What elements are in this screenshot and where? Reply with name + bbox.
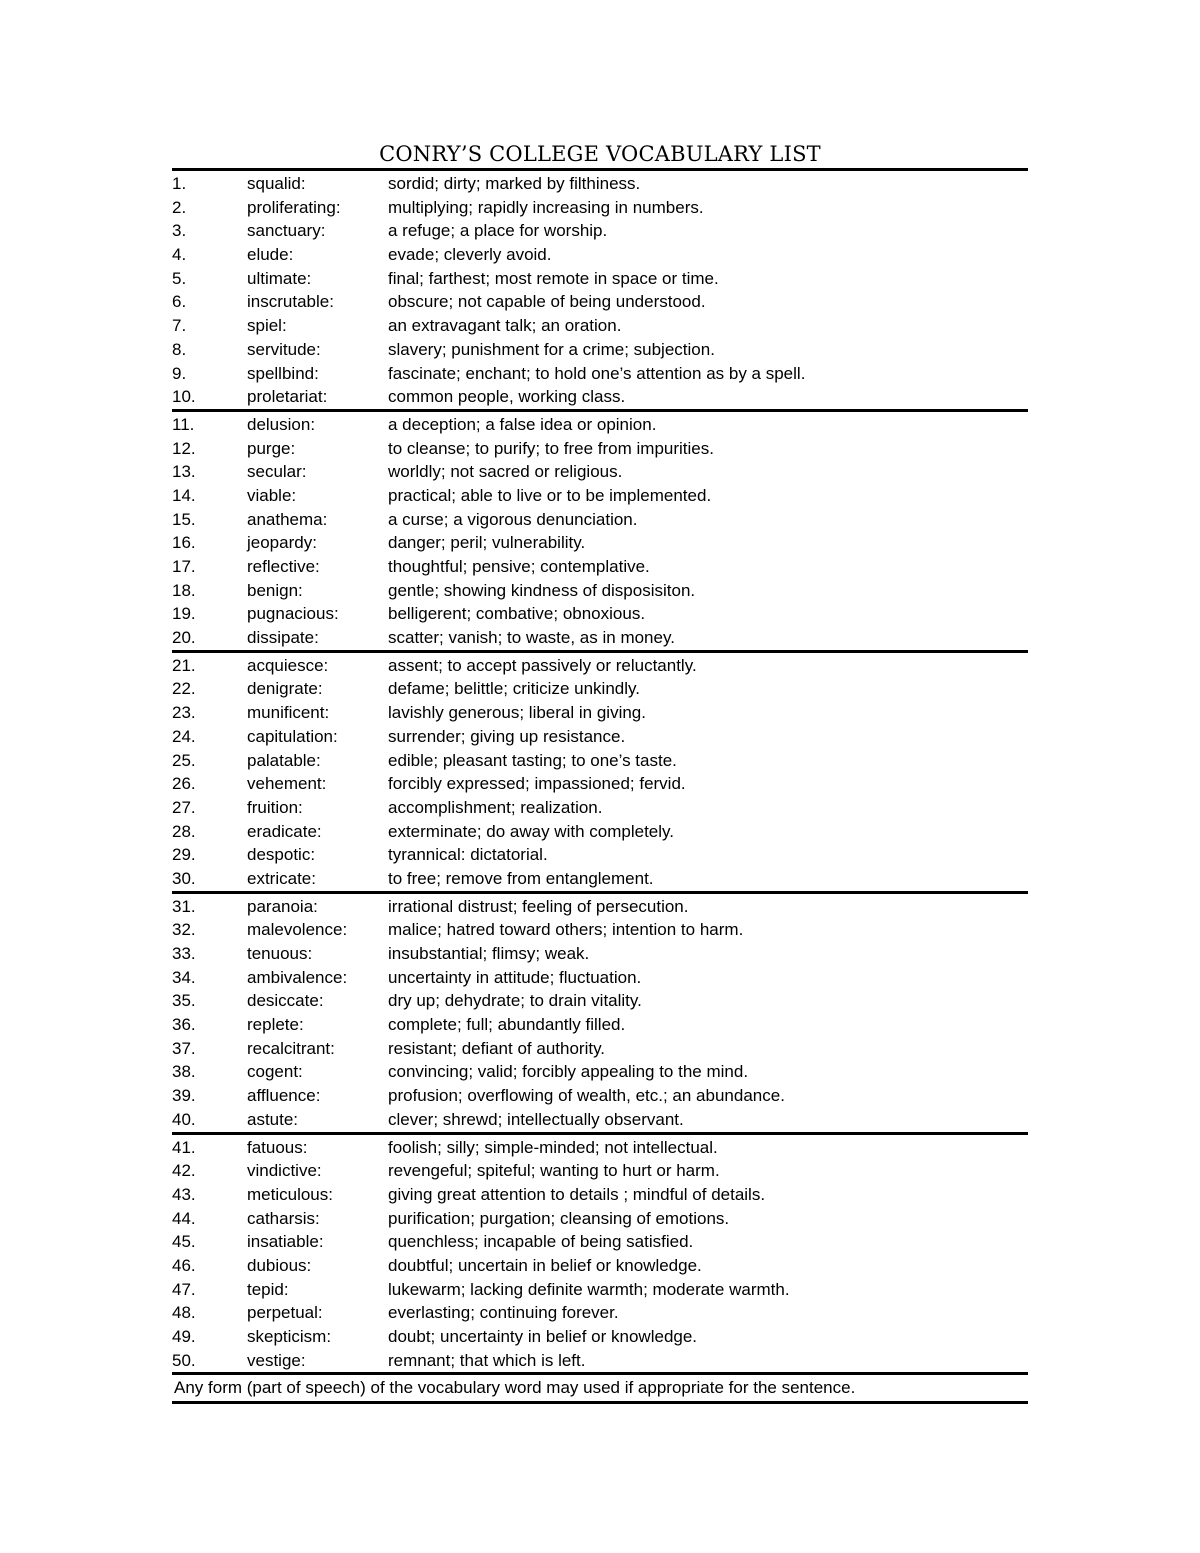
vocabulary-row [172,1301,1028,1325]
vocabulary-word: pugnacious: [247,604,339,624]
vocabulary-row [172,1108,1028,1132]
word-definition: worldly; not sacred or religious. [388,462,623,482]
vocabulary-row [172,219,1028,243]
vocabulary-row [172,725,1028,749]
vocabulary-word: insatiable: [247,1232,324,1252]
entry-number: 37. [172,1038,196,1058]
entry-number: 48. [172,1303,196,1323]
word-definition: accomplishment; realization. [388,797,603,817]
vocabulary-group [172,1135,1028,1373]
vocabulary-word: vehement: [247,774,327,794]
vocabulary-word: ambivalence: [247,967,348,987]
word-definition: a refuge; a place for worship. [388,221,608,241]
vocabulary-word: malevolence: [247,920,348,940]
vocabulary-row [172,172,1028,196]
word-definition: to cleanse; to purify; to free from impurities. [388,438,714,458]
vocabulary-word: inscrutable: [247,292,334,312]
entry-number: 31. [172,896,196,916]
vocabulary-word: ultimate: [247,268,312,288]
entry-number: 23. [172,703,196,723]
entry-number: 14. [172,485,196,505]
vocabulary-word: tenuous: [247,944,313,963]
word-definition: revengeful; spiteful; wanting to hurt or harm. [388,1161,720,1181]
vocabulary-row [172,1325,1028,1349]
vocabulary-row [172,843,1028,867]
vocabulary-group [172,412,1028,650]
vocabulary-word: vestige: [247,1350,306,1370]
vocabulary-row [172,579,1028,603]
entry-number: 15. [172,509,196,529]
vocabulary-row [172,1207,1028,1231]
entry-number: 8. [172,339,187,359]
vocabulary-row [172,895,1028,919]
word-definition: gentle; showing kindness of disposisiton. [388,580,696,600]
entry-number: 10. [172,387,196,407]
word-definition: irrational distrust; feeling of persecution. [388,896,689,916]
vocabulary-row [172,338,1028,362]
entry-number: 9. [172,363,187,383]
vocabulary-row [172,654,1028,678]
vocabulary-word: cogent: [247,1062,303,1082]
entry-number: 16. [172,533,196,553]
entry-number: 46. [172,1255,196,1275]
entry-number: 41. [172,1137,196,1157]
word-definition: uncertainty in attitude; fluctuation. [388,967,642,987]
word-definition: resistant; defiant of authority. [388,1038,606,1058]
entry-number: 45. [172,1232,196,1252]
word-definition: edible; pleasant tasting; to one’s taste. [388,750,677,770]
footer-note: Any form (part of speech) of the vocabulary word may used if appropriate for the sentence. [174,1378,856,1398]
vocabulary-row [172,267,1028,291]
entry-number: 6. [172,292,187,312]
vocabulary-row [172,243,1028,267]
entry-number: 18. [172,580,196,600]
word-definition: complete; full; abundantly filled. [388,1015,626,1035]
word-definition: foolish; silly; simple-minded; not intellectual. [388,1137,718,1157]
vocabulary-word: affluence: [247,1086,321,1106]
word-definition: remnant; that which is left. [388,1350,586,1370]
entry-number: 3. [172,221,187,241]
entry-number: 21. [172,655,196,675]
vocabulary-word: meticulous: [247,1184,333,1204]
entry-number: 43. [172,1184,196,1204]
word-definition: multiplying; rapidly increasing in numbers. [388,197,704,217]
entry-number: 1. [172,174,187,193]
entry-number: 7. [172,316,187,336]
vocabulary-word: proliferating: [247,197,341,217]
word-definition: malice; hatred toward others; intention to harm. [388,920,744,940]
word-definition: a curse; a vigorous denunciation. [388,509,638,529]
entry-number: 49. [172,1327,196,1346]
word-definition: final; farthest; most remote in space or time. [388,268,719,288]
vocabulary-row [172,796,1028,820]
word-definition: doubtful; uncertain in belief or knowledge. [388,1255,702,1275]
vocabulary-word: anathema: [247,509,328,529]
vocabulary-word: munificent: [247,703,330,723]
vocabulary-word: paranoia: [247,896,318,916]
vocabulary-row [172,966,1028,990]
word-definition: common people, working class. [388,387,626,407]
vocabulary-row [172,385,1028,409]
word-definition: an extravagant talk; an oration. [388,316,622,336]
vocabulary-word: dubious: [247,1255,312,1275]
word-definition: forcibly expressed; impassioned; fervid. [388,774,686,794]
vocabulary-row [172,772,1028,796]
entry-number: 40. [172,1109,196,1129]
word-definition: scatter; vanish; to waste, as in money. [388,628,675,648]
entry-number: 24. [172,726,196,746]
word-definition: sordid; dirty; marked by filthiness. [388,174,641,193]
word-definition: thoughtful; pensive; contemplative. [388,557,650,576]
word-definition: obscure; not capable of being understood. [388,292,706,312]
entry-number: 44. [172,1208,196,1228]
word-definition: a deception; a false idea or opinion. [388,414,657,434]
vocabulary-word: servitude: [247,339,321,359]
entry-number: 30. [172,868,196,888]
word-definition: dry up; dehydrate; to drain vitality. [388,991,642,1011]
vocabulary-word: elude: [247,245,294,265]
vocabulary-word: capitulation: [247,726,338,746]
vocabulary-row [172,314,1028,338]
entry-number: 47. [172,1279,196,1299]
entry-number: 42. [172,1161,196,1181]
vocabulary-word: fatuous: [247,1137,308,1157]
word-definition: to free; remove from entanglement. [388,868,654,888]
vocabulary-row [172,437,1028,461]
vocabulary-word: purge: [247,438,296,458]
entry-number: 38. [172,1062,196,1082]
vocabulary-group [172,171,1028,409]
page-title: CONRY’S COLLEGE VOCABULARY LIST [379,142,821,166]
word-definition: assent; to accept passively or reluctantly. [388,655,697,675]
word-definition: everlasting; continuing forever. [388,1303,619,1323]
entry-number: 34. [172,967,196,987]
vocabulary-row [172,626,1028,650]
vocabulary-row [172,460,1028,484]
entry-number: 4. [172,245,187,265]
vocabulary-row [172,1136,1028,1160]
divider [172,1401,1028,1404]
vocabulary-group [172,894,1028,1132]
vocabulary-word: benign: [247,580,303,600]
vocabulary-word: eradicate: [247,821,322,841]
entry-number: 36. [172,1015,196,1035]
vocabulary-row [172,867,1028,891]
entry-number: 13. [172,462,196,482]
entry-number: 17. [172,557,196,576]
entry-number: 35. [172,991,196,1011]
vocabulary-row [172,196,1028,220]
entry-number: 27. [172,797,196,817]
vocabulary-row [172,1349,1028,1373]
word-definition: tyrannical: dictatorial. [388,845,548,865]
vocabulary-word: sanctuary: [247,221,326,241]
vocabulary-word: jeopardy: [247,533,317,553]
vocabulary-word: skepticism: [247,1327,332,1346]
word-definition: purification; purgation; cleansing of emotions. [388,1208,730,1228]
word-definition: lavishly generous; liberal in giving. [388,703,646,723]
vocabulary-row [172,1230,1028,1254]
vocabulary-row [172,1159,1028,1183]
vocabulary-word: recalcitrant: [247,1038,335,1058]
vocabulary-word: palatable: [247,750,321,770]
word-definition: convincing; valid; forcibly appealing to the mind. [388,1062,749,1082]
vocabulary-row [172,555,1028,579]
vocabulary-word: secular: [247,462,307,482]
vocabulary-word: dissipate: [247,628,319,648]
vocabulary-document [172,140,1028,1404]
vocabulary-row [172,531,1028,555]
vocabulary-word: acquiesce: [247,655,329,675]
word-definition: giving great attention to details ; mindful of details. [388,1184,766,1204]
entry-number: 11. [172,414,195,434]
entry-number: 50. [172,1350,196,1370]
word-definition: fascinate; enchant; to hold one’s attention as by a spell. [388,363,806,383]
entry-number: 28. [172,821,196,841]
vocabulary-row [172,508,1028,532]
vocabulary-row [172,290,1028,314]
word-definition: doubt; uncertainty in belief or knowledge. [388,1327,698,1346]
vocabulary-word: spellbind: [247,363,319,383]
vocabulary-row [172,820,1028,844]
entry-number: 29. [172,845,196,865]
word-definition: practical; able to live or to be implemented. [388,485,712,505]
word-definition: slavery; punishment for a crime; subjection. [388,339,715,359]
vocabulary-row [172,413,1028,437]
word-definition: clever; shrewd; intellectually observant. [388,1109,684,1129]
vocabulary-word: perpetual: [247,1303,323,1323]
entry-number: 39. [172,1086,196,1106]
vocabulary-row [172,701,1028,725]
vocabulary-row [172,942,1028,966]
vocabulary-word: replete: [247,1015,304,1035]
vocabulary-word: astute: [247,1109,299,1129]
entry-number: 25. [172,750,196,770]
vocabulary-list [172,171,1028,1375]
entry-number: 33. [172,944,196,963]
vocabulary-row [172,602,1028,626]
vocabulary-word: proletariat: [247,387,328,407]
word-definition: quenchless; incapable of being satisfied. [388,1232,694,1252]
vocabulary-word: delusion: [247,414,316,434]
vocabulary-row [172,1060,1028,1084]
vocabulary-row [172,1037,1028,1061]
vocabulary-word: denigrate: [247,679,323,699]
vocabulary-row [172,918,1028,942]
entry-number: 32. [172,920,196,940]
vocabulary-row [172,677,1028,701]
word-definition: evade; cleverly avoid. [388,245,552,265]
vocabulary-word: tepid: [247,1279,289,1299]
vocabulary-row [172,1084,1028,1108]
entry-number: 26. [172,774,196,794]
word-definition: exterminate; do away with completely. [388,821,674,841]
entry-number: 22. [172,679,196,699]
vocabulary-word: desiccate: [247,991,324,1011]
entry-number: 19. [172,604,196,624]
entry-number: 2. [172,197,187,217]
vocabulary-word: reflective: [247,557,320,576]
entry-number: 5. [172,268,187,288]
vocabulary-word: viable: [247,485,297,505]
word-definition: defame; belittle; criticize unkindly. [388,679,640,699]
vocabulary-row [172,484,1028,508]
word-definition: surrender; giving up resistance. [388,726,626,746]
word-definition: insubstantial; flimsy; weak. [388,944,590,963]
vocabulary-group [172,653,1028,891]
word-definition: danger; peril; vulnerability. [388,533,586,553]
vocabulary-word: vindictive: [247,1161,322,1181]
vocabulary-word: catharsis: [247,1208,320,1228]
word-definition: belligerent; combative; obnoxious. [388,604,646,624]
vocabulary-word: squalid: [247,174,306,193]
vocabulary-row [172,1013,1028,1037]
vocabulary-row [172,749,1028,773]
vocabulary-row [172,989,1028,1013]
vocabulary-word: spiel: [247,316,287,336]
vocabulary-word: fruition: [247,797,303,817]
word-definition: lukewarm; lacking definite warmth; moderate warmth. [388,1279,790,1299]
vocabulary-row [172,362,1028,386]
vocabulary-row [172,1183,1028,1207]
vocabulary-word: extricate: [247,868,316,888]
entry-number: 20. [172,628,196,648]
entry-number: 12. [172,438,196,458]
vocabulary-word: despotic: [247,845,316,865]
word-definition: profusion; overflowing of wealth, etc.; an abundance. [388,1086,785,1106]
vocabulary-row [172,1254,1028,1278]
vocabulary-row [172,1278,1028,1302]
